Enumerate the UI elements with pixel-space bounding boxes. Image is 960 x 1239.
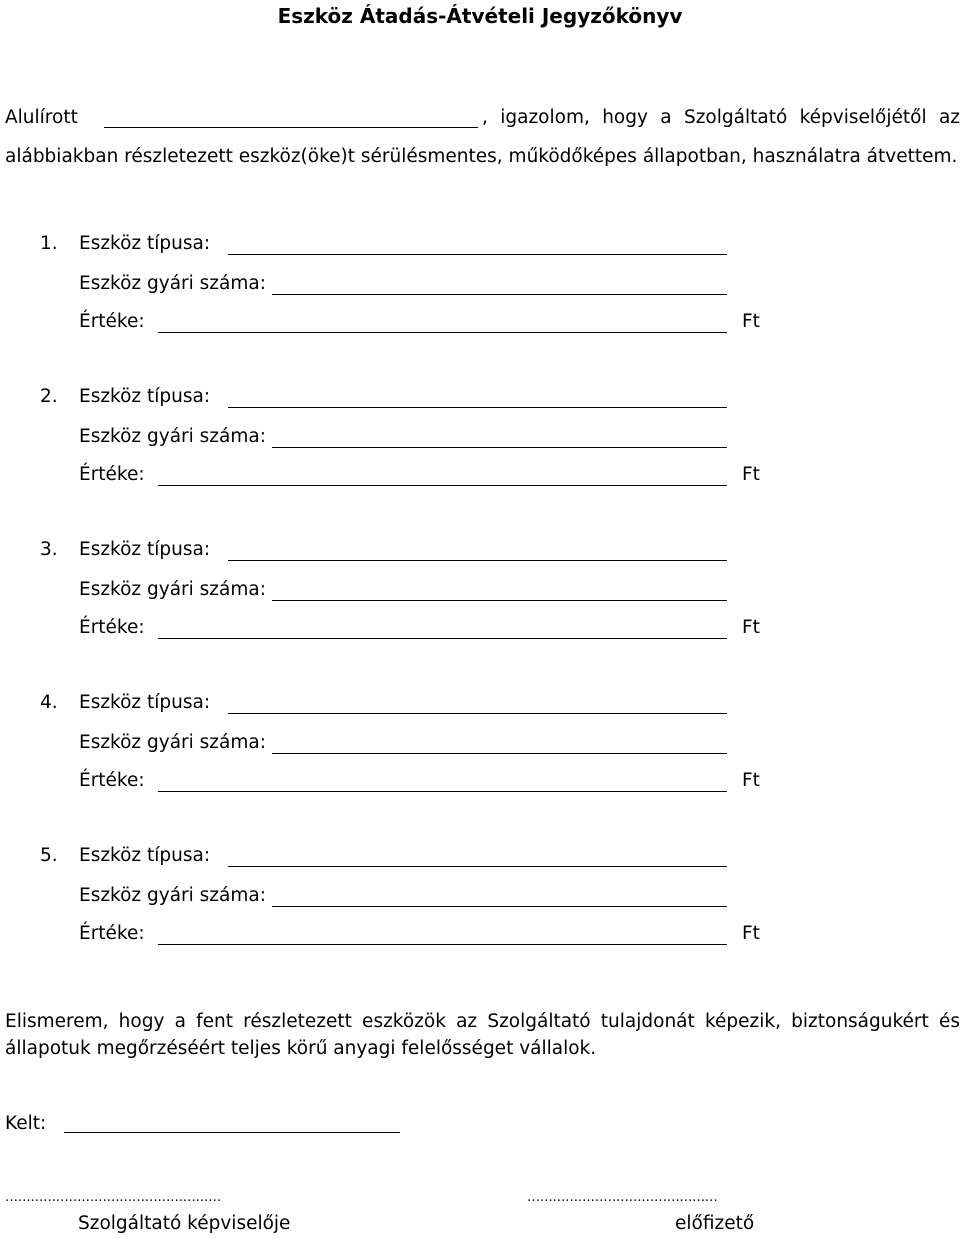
- value-label: Értéke:: [79, 770, 145, 791]
- serial-label: Eszköz gyári száma:: [79, 885, 266, 906]
- serial-field-line[interactable]: [272, 906, 727, 907]
- serial-label: Eszköz gyári száma:: [79, 426, 266, 447]
- type-field-line[interactable]: [228, 866, 727, 867]
- type-field-line[interactable]: [228, 560, 727, 561]
- acknowledgement-line1: Elismerem, hogy a fent részletezett eszközök az Szolgáltató tulajdonát képezik, biztonságukért és: [5, 1011, 960, 1032]
- serial-field-line[interactable]: [272, 294, 727, 295]
- value-field-line[interactable]: [158, 638, 727, 639]
- currency-label: Ft: [742, 464, 760, 485]
- value-field-line[interactable]: [158, 332, 727, 333]
- signature-left-label: Szolgáltató képviselője: [78, 1213, 291, 1234]
- currency-label: Ft: [742, 617, 760, 638]
- serial-label: Eszköz gyári száma:: [79, 273, 266, 294]
- intro-alulirott: Alulírott: [5, 107, 78, 128]
- type-field-line[interactable]: [228, 713, 727, 714]
- type-label: Eszköz típusa:: [79, 539, 211, 560]
- serial-field-line[interactable]: [272, 600, 727, 601]
- type-field-line[interactable]: [228, 254, 727, 255]
- kelt-label: Kelt:: [5, 1113, 47, 1134]
- signature-right-label: előfizető: [675, 1213, 755, 1234]
- page-title: Eszköz Átadás-Átvételi Jegyzőkönyv: [277, 4, 683, 28]
- type-label: Eszköz típusa:: [79, 386, 211, 407]
- currency-label: Ft: [742, 770, 760, 791]
- item-number: 1.: [40, 233, 58, 254]
- currency-label: Ft: [742, 311, 760, 332]
- serial-field-line[interactable]: [272, 753, 727, 754]
- signature-dots-left: ……………………………………………: [5, 1190, 221, 1205]
- type-label: Eszköz típusa:: [79, 845, 211, 866]
- item-number: 3.: [40, 539, 58, 560]
- kelt-field-line[interactable]: [64, 1132, 400, 1133]
- intro-line1-rest: , igazolom, hogy a Szolgáltató képviselőjétől az: [482, 107, 960, 128]
- value-label: Értéke:: [79, 617, 145, 638]
- item-number: 5.: [40, 845, 58, 866]
- name-field-line[interactable]: [104, 127, 478, 128]
- acknowledgement-line2: állapotuk megőrzéséért teljes körű anyagi felelősséget vállalok.: [5, 1038, 597, 1059]
- value-label: Értéke:: [79, 311, 145, 332]
- value-label: Értéke:: [79, 464, 145, 485]
- currency-label: Ft: [742, 923, 760, 944]
- value-field-line[interactable]: [158, 485, 727, 486]
- intro-line2: alábbiakban részletezett eszköz(öke)t sérülésmentes, működőképes állapotban, használatra átvettem.: [5, 146, 958, 167]
- value-field-line[interactable]: [158, 791, 727, 792]
- item-number: 2.: [40, 386, 58, 407]
- type-field-line[interactable]: [228, 407, 727, 408]
- type-label: Eszköz típusa:: [79, 692, 211, 713]
- serial-label: Eszköz gyári száma:: [79, 579, 266, 600]
- value-label: Értéke:: [79, 923, 145, 944]
- serial-label: Eszköz gyári száma:: [79, 732, 266, 753]
- type-label: Eszköz típusa:: [79, 233, 211, 254]
- signature-dots-right: ………………………………………: [527, 1190, 718, 1205]
- value-field-line[interactable]: [158, 944, 727, 945]
- item-number: 4.: [40, 692, 58, 713]
- serial-field-line[interactable]: [272, 447, 727, 448]
